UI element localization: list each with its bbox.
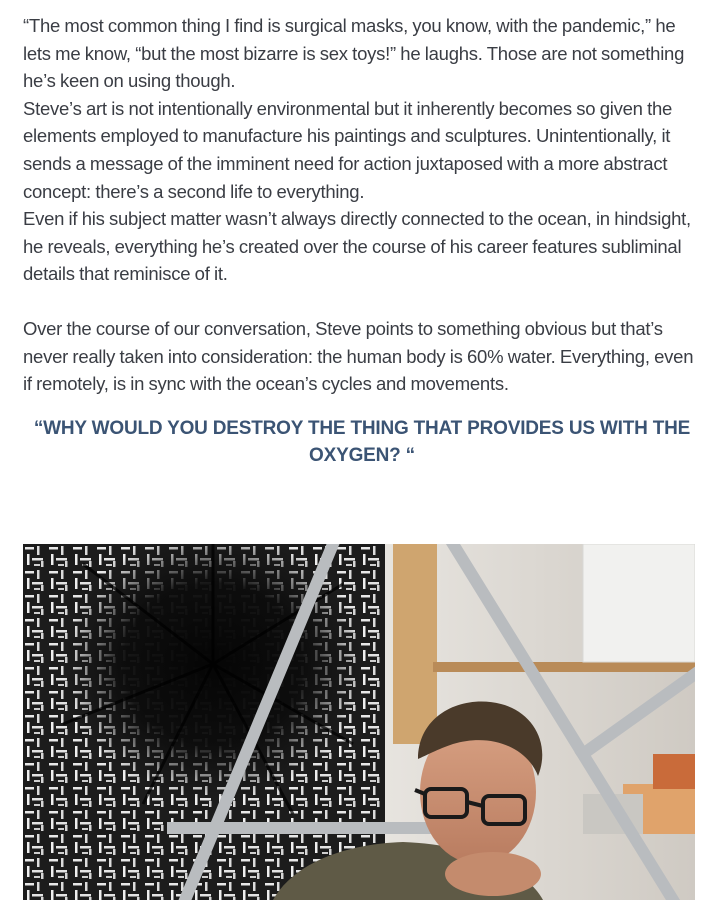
article-paragraph: “The most common thing I find is surgical masks, you know, with the pandemic,” he lets me know, “but the most bizarre is sex toys!” he laughs. Those are not something he’s keen on using though. [23,15,685,92]
article-body [23,12,701,469]
artist-studio-photo [23,544,695,900]
article-paragraph: Over the course of our conversation, Steve points to something obvious but that’s never really taken into consideration: the human body is 60% water. Everything, even if remotely, is in sync with the ocean’s cycles and movements. [23,317,694,395]
article-paragraph: Steve’s art is not intentionally environmental but it inherently becomes so given the elements employed to manufacture his paintings and sculptures. Unintentionally, it sends a message of the imminent need for action juxtaposed with a more abstract concept: there’s a second life to everything. [23,97,673,202]
pull-quote: “WHY WOULD YOU DESTROY THE THING THAT PROVIDES US WITH THE OXYGEN? “ [33,417,691,466]
article-paragraph: Even if his subject matter wasn’t always directly connected to the ocean, in hindsight, he reveals, everything he’s created over the course of his career features subliminal details that reminisce of it. [23,208,691,285]
